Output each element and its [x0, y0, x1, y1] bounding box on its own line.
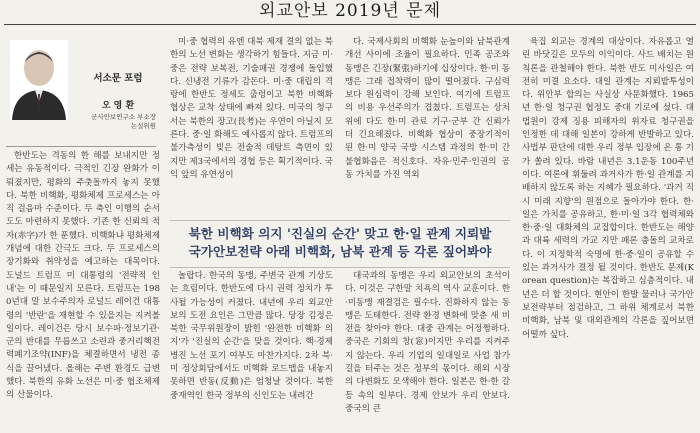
article-text: 육집 외교는 경계의 대상이다. 자유롭고 열린 바닷길은 모두의 이익이다. 사드 배치는 원칙론을 관철해야 한다. 북한 반도 미사일은 여전히 미결 요소다. 대일 관계는 지뢰밭투성이다. 위안부 합의는 사실상 사문화했다. 1965년 한·일 청구권 협정도 중대 기로에 섰다. 대법원이 강제 징용 피해자의 위자료 청구권을 인정한 데 대해 일본이 강하게 반발하고 있다. 사법부 판단에 대한 우리 정부 입장에 온 통 기가 쏠려 있다. 바람 내년은 3.1운동 100주년이다. 여론에 휘둘려 과거사가 한·일 관계를 지배하지 않도록 하는 지혜가 필요하다. '과거 직시 미래 지향'의 원점으로 돌아가야 한다. 한·일은 가치를 공유하고, 한·미·일 3각 협력체와 한·중·일 대화체의 교집합이다. 한반도는 해양과 대륙 세력의 가교 지만 패론 충돌의 교차로다. 이 지정학적 숙명에 한·중·일이 공유할 수 있는 과거사가 결정 될 것이다. 한반도 문제(Korean question)는 복잡하고 심층적이다. 내년은 더 할 것이다. 현안이 한발 물러나 국가안보전략부터 점검하고, 그 하위 체계로서 북한 비핵화, 남북 및 대외관계의 각론을 짚어보면 어떨까 싶다. [522, 37, 694, 340]
page-title: 외교안보 2019년 문제 [258, 1, 442, 21]
author-title [80, 113, 156, 131]
headline-line-1: 북한 비핵화 의지 '진실의 순간' 맞고 한·일 관계 지뢰밭 [188, 226, 492, 241]
article-column-1 [6, 150, 160, 433]
author-profile [6, 34, 156, 147]
column-name: 서소문 포럼 [93, 73, 143, 84]
article-column-2-top [170, 36, 333, 216]
article-text: 다. 국제사회의 비핵화 눈높이와 남북관계 개선 사이에 조율이 필요하다. 민족 공조와 동맹은 긴장(緊張)하기에 십상이다. 한·미 동맹은 그래 접착력이 많이 떨어졌다. 구심력보다 원심력이 강해 보인다. 여기에 트럼프의 비용 우선주의가 겹쳤다. 트럼프는 상처 위에 다도 한·미 관료 기구·군부 간 신뢰가 더 긴요해졌다. 비핵화 협상이 중장기적이 된 한·미 양국 국방 시스템 과정의 한·미 간 불협화음은 적신호다. 자유·민주·인권의 공동 가치를 가진 역외 [345, 37, 510, 180]
article-text: 대국과의 동맹은 우리 외교안보의 초석이다. 이것은 구한말 치욕의 역사 교훈이다. 한·미동맹 재결검은 필수다. 진화하지 않는 동맹은 도태한다. 전략 환경 변화에 맞춘 새 비전을 찾아야 한다. 대중 관계는 어정쩡하다. 중국은 기회의 창(窓)이지만 우리를 지켜주지 않는다. 우리 기업의 일대일로 사업 참가 길을 터주는 것은 정부의 몫이다. 해외 시장의 다변화도 모색해야 한다. 일본은 한·한 갈등 속의 일부다. 경제 안보가 우리 안보다. 중국의 큰 [345, 271, 510, 414]
headline-line-2: 국가안보전략 아래 비핵화, 남북 관계 등 각론 짚어봐야 [188, 244, 492, 259]
article-column-3-bottom [345, 270, 510, 433]
article-text: 미·중 협력의 유엔 대북 제재 결의 없는 북한의 노선 변화는 생각하기 힘들다. 지금 미·중은 전략 보복전, 기술패권 경쟁에 돌입했다. 신냉전 기류가 감돈다. 미·중 대립의 격랑에 한반도 정세도 출렁이고 북한 비핵화 협상은 교착 상태에 빠져 있다. 미국의 청구서는 북한의 장고(長考)는 우연이 아닐지 모른다. 중·일 화해도 예사롭지 않다. 트럼프의 불가측성이 빚은 전술적 데탕트 측면이 있지만 제3국에서의 경협 등은 획기적이다. 국익 앞의 유연성이 [170, 37, 333, 180]
article-text: 한반도는 격동의 한 해를 보내지만 정세는 유동적이다. 극적인 긴장 완화가 이뤄졌지만, 평화의 주춧돌까지 놓지 못했다. 북한 비핵화, 평화체제 프로세스는 아직 걸음마 수준이다. 두 축인 이행의 순서도도 마련하지 못했다. 기존 한 신뢰의 적자(赤字)가 한 푼했다. 비핵화냐 평화체제개념에 대한 간극도 크다. 두 프로세스의 장기화와 취약성을 예고하는 대목이다. 도널드 트럼프 미 대통령의 '전략적 인내'는 이 때문일지 모른다. 트럼프는 1980년대 말 보수주의자 로널드 레이건 대통령의 '반란'을 재현할 수 있을지는 지켜볼 일이다. 레이건은 당시 보수파·정보기관·군의 반대를 무릅쓰고 소련과 중거리핵전력폐기조약(INF)을 체결하면서 냉전 종식을 끌어냈다. 올해는 주변 환경도 급변했다. 북한의 유화 노선은 미·중 협조체제의 산물이다. [6, 151, 160, 401]
pull-quote-headline [170, 220, 510, 268]
title-rule [4, 24, 696, 25]
article-column-2-bottom [170, 270, 333, 433]
author-name: 오 영 환 [101, 101, 135, 111]
article-column-4 [522, 36, 694, 433]
article-text: 놀랍다. 한국의 동맹, 주변국 관계 기상도는 흐림이다. 한반도에 다시 권력 정치가 투사될 가능성이 커졌다. 내년에 우리 외교안보의 도전 요인은 그만큼 많다. 당장 김정은 북한 국무위원장이 밝힌 '완전한 비핵화 의지'가 '진실의 순간'을 맞을 것이다. 핵·경제 병진 노선 포기 여부도 마찬가지다. 2차 북·미 정상회담에서도 비핵화 로드맵을 내놓지 못하면 반동(反動)은 엄청날 것이다. 북한 중재역인 한국 정부의 신인도는 내려간 [170, 271, 333, 401]
article-column-3-top [345, 36, 510, 216]
author-portrait-photo [10, 40, 68, 120]
author-title-line1: 군사안보연구소 부소장 [91, 113, 156, 121]
author-title-line2: 논설위원 [130, 122, 156, 130]
